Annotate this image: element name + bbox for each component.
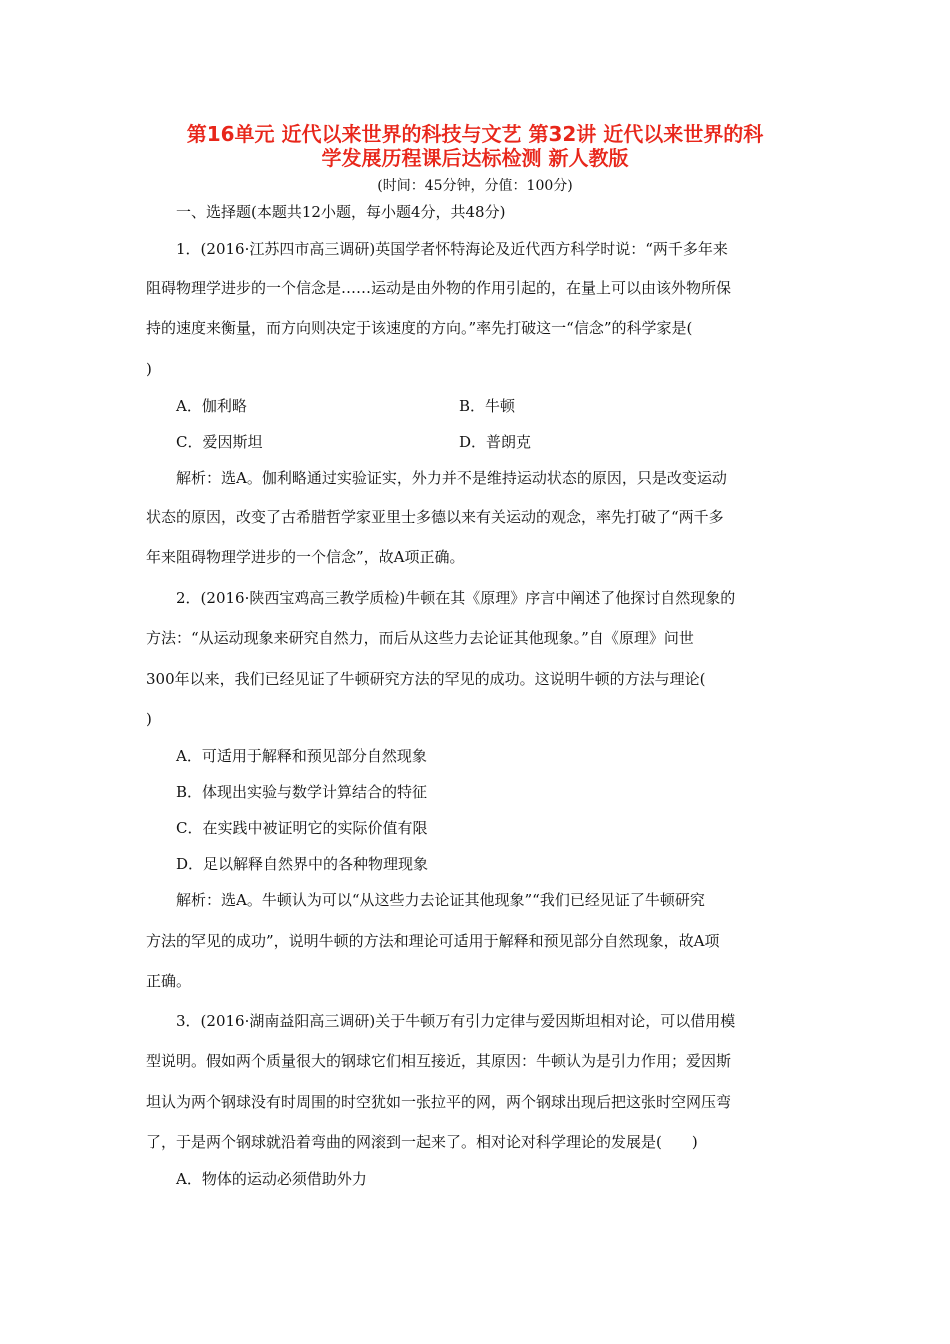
q1-stem-line-1: 1．(2016·江苏四市高三调研)英国学者怀特海论及近代西方科学时说：“两千多年来: [176, 240, 728, 258]
q2-option-b: B．体现出实验与数学计算结合的特征: [176, 783, 428, 801]
q2-stem-line-4: ): [146, 710, 152, 728]
section-heading: 一、选择题(本题共12小题，每小题4分，共48分): [176, 203, 506, 221]
q3-stem-line-2: 型说明。假如两个质量很大的钢球它们相互接近，其原因：牛顿认为是引力作用；爱因斯: [146, 1052, 732, 1070]
q2-stem-line-3: 300年以来，我们已经见证了牛顿研究方法的罕见的成功。这说明牛顿的方法与理论(: [146, 670, 706, 688]
q1-stem-line-3: 持的速度来衡量，而方向则决定于该速度的方向。”率先打破这一“信念”的科学家是(: [146, 319, 693, 337]
q3-stem-line-4: 了，于是两个钢球就沿着弯曲的网滚到一起来了。相对论对科学理论的发展是( ): [146, 1133, 698, 1151]
q1-analysis-line-1: 解析：选A。伽利略通过实验证实，外力并不是维持运动状态的原因，只是改变运动: [176, 469, 727, 487]
q2-option-a: A．可适用于解释和预见部分自然现象: [176, 747, 427, 765]
q1-analysis-line-2: 状态的原因，改变了古希腊哲学家亚里士多德以来有关运动的观念，率先打破了“两千多: [146, 508, 724, 526]
q2-analysis-line-1: 解析：选A。牛顿认为可以“从这些力去论证其他现象”“我们已经见证了牛顿研究: [176, 891, 705, 909]
q2-stem-line-2: 方法：“从运动现象来研究自然力，而后从这些力去论证其他现象。”自《原理》问世: [146, 629, 694, 647]
q2-analysis-line-3: 正确。: [146, 972, 192, 990]
q3-stem-line-3: 坦认为两个钢球没有时周围的时空犹如一张拉平的网，两个钢球出现后把这张时空网压弯: [146, 1093, 732, 1111]
q1-analysis-line-3: 年来阻碍物理学进步的一个信念”，故A项正确。: [146, 548, 465, 566]
q3-option-a: A．物体的运动必须借助外力: [176, 1170, 367, 1188]
q2-option-c: C．在实践中被证明它的实际价值有限: [176, 819, 428, 837]
q1-option-d: D．普朗克: [459, 433, 532, 451]
q2-analysis-line-2: 方法的罕见的成功”，说明牛顿的方法和理论可适用于解释和预见部分自然现象，故A项: [146, 932, 720, 950]
q1-option-c: C．爱因斯坦: [176, 433, 263, 451]
q1-option-a: A．伽利略: [176, 397, 247, 415]
title-line-2: 学发展历程课后达标检测 新人教版: [321, 146, 629, 170]
q1-stem-line-2: 阻碍物理学进步的一个信念是……运动是由外物的作用引起的，在量上可以由该外物所保: [146, 279, 732, 297]
q2-option-d: D．足以解释自然界中的各种物理现象: [176, 855, 429, 873]
document-title: [140, 122, 810, 170]
q1-option-b: B．牛顿: [459, 397, 516, 415]
q3-stem-line-1: 3．(2016·湖南益阳高三调研)关于牛顿万有引力定律与爱因斯坦相对论，可以借用模: [176, 1012, 736, 1030]
q1-stem-line-4: ): [146, 360, 152, 378]
time-score-info: (时间：45分钟，分值：100分): [377, 178, 573, 194]
title-line-1: 第16单元 近代以来世界的科技与文艺 第32讲 近代以来世界的科: [186, 122, 764, 146]
q2-stem-line-1: 2．(2016·陕西宝鸡高三教学质检)牛顿在其《原理》序言中阐述了他探讨自然现象的: [176, 589, 736, 607]
